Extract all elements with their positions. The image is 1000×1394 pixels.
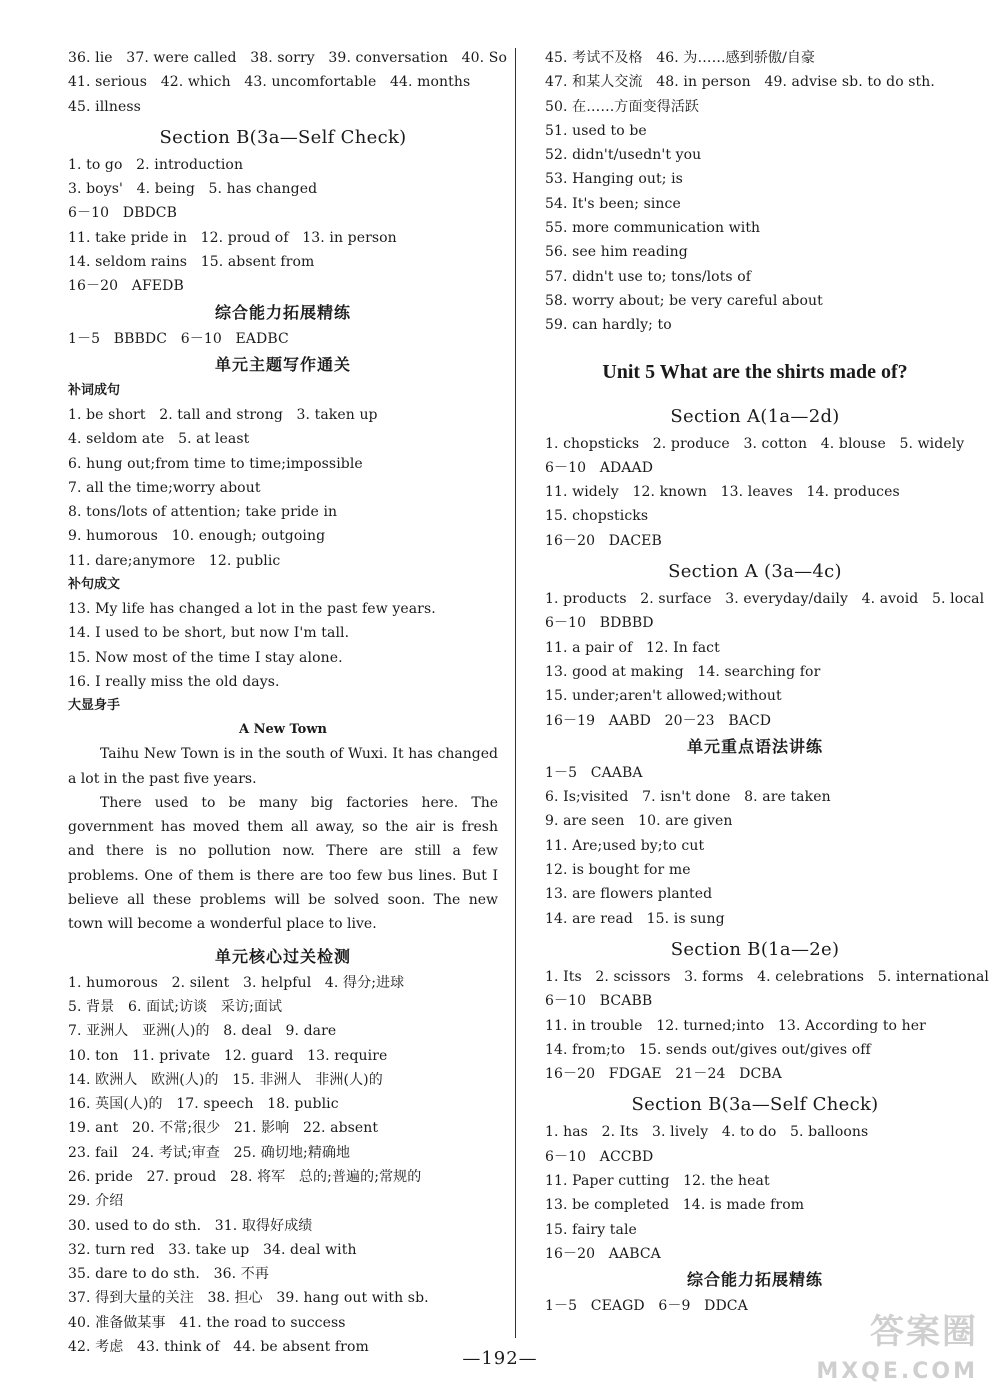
answer-line: 51. used to be (545, 122, 647, 139)
left-column (68, 46, 507, 1359)
answer-line: 23. fail 24. 考试;审查 25. 确切地;精确地 (68, 1144, 351, 1161)
section-heading: 单元主题写作通关 (214, 354, 351, 374)
answer-line: 35. dare to do sth. 36. 不再 (68, 1266, 269, 1283)
answer-line: 1－5 BBBDC 6－10 EADBC (68, 330, 289, 347)
answer-line: 16－20 AABCA (545, 1245, 661, 1262)
answer-line: 12. is bought for me (545, 862, 691, 879)
answer-line: 16－19 AABD 20－23 BACD (545, 712, 772, 729)
answer-line: 13. be completed 14. is made from (545, 1197, 805, 1214)
answer-line: 16－20 DACEB (545, 532, 662, 549)
answer-line: 1. to go 2. introduction (68, 156, 244, 173)
answer-line: 11. take pride in 12. proud of 13. in person (68, 229, 397, 246)
answer-line: 15. chopsticks (545, 508, 649, 525)
subsection-label: 补句成文 (68, 577, 121, 593)
answer-line: 1. be short 2. tall and strong 3. taken up (68, 406, 378, 423)
unit-title: Unit 5 What are the shirts made of? (602, 360, 908, 383)
answer-line: 30. used to do sth. 31. 取得好成绩 (68, 1217, 313, 1234)
answer-line: 15. Now most of the time I stay alone. (68, 649, 343, 666)
answer-line: 14. 欧洲人 欧洲(人)的 15. 非洲人 非洲(人)的 (68, 1071, 383, 1088)
answer-line: 4. seldom ate 5. at least (68, 431, 250, 448)
answer-line: 13. My life has changed a lot in the past few years. (68, 601, 436, 618)
answer-line: 45. illness (68, 98, 141, 115)
answer-line: 26. pride 27. proud 28. 将军 总的;普遍的;常规的 (68, 1168, 422, 1185)
answer-line: 45. 考试不及格 46. 为……感到骄傲/自豪 (545, 50, 816, 66)
answer-line: 11. dare;anymore 12. public (68, 552, 281, 569)
answer-line: 29. 介绍 (68, 1193, 124, 1210)
answer-line: 8. tons/lots of attention; take pride in (68, 504, 338, 521)
answer-line: 37. 得到大量的关注 38. 担心 39. hang out with sb. (68, 1290, 429, 1307)
section-heading: 综合能力拓展精练 (214, 302, 351, 322)
answer-line: 1－5 CAABA (545, 764, 643, 781)
column-divider (515, 48, 516, 1338)
answer-line: 50. 在……方面变得活跃 (545, 98, 700, 115)
answer-line: 11. in trouble 12. turned;into 13. According to her (545, 1017, 926, 1034)
answer-line: 3. boys' 4. being 5. has changed (68, 181, 318, 198)
answer-line: 9. are seen 10. are given (545, 813, 733, 830)
answer-line: 5. 背景 6. 面试;访谈 采访;面试 (68, 998, 283, 1015)
section-heading: 单元重点语法讲练 (686, 736, 823, 756)
answer-line: 10. ton 11. private 12. guard 13. require (68, 1047, 388, 1064)
answer-line: 56. see him reading (545, 244, 688, 261)
answer-line: 11. Paper cutting 12. the heat (545, 1172, 770, 1189)
answer-line: 16. I really miss the old days. (68, 673, 280, 690)
answer-line: 14. I used to be short, but now I'm tall. (68, 625, 350, 642)
page-number: —192— (462, 1348, 538, 1369)
subsection-label: 补词成句 (68, 382, 121, 398)
answer-line: 42. 考虑 43. think of 44. be absent from (68, 1339, 369, 1356)
answer-line: 1. humorous 2. silent 3. helpful 4. 得分;进球 (68, 974, 405, 991)
subsection-label: 大显身手 (68, 698, 121, 714)
section-heading: Section B(3a—Self Check) (159, 126, 407, 148)
answer-line: 36. lie 37. were called 38. sorry 39. conversation 40. So (68, 50, 507, 66)
watermark-domain: MXQE.COM (816, 1359, 978, 1384)
answer-line: 1. has 2. Its 3. lively 4. to do 5. balloons (545, 1124, 869, 1141)
section-heading: Section A(1a—2d) (670, 405, 840, 427)
answer-line: 16. 英国(人)的 17. speech 18. public (68, 1096, 339, 1113)
watermark-text: 答案圈 (870, 1312, 978, 1352)
watermark-logo (796, 1304, 986, 1384)
section-heading: 综合能力拓展精练 (686, 1270, 823, 1290)
answer-line: 16－20 FDGAE 21－24 DCBA (545, 1066, 782, 1083)
answer-line: 9. humorous 10. enough; outgoing (68, 528, 326, 545)
answer-line: 6－10 DBDCB (68, 205, 178, 222)
answer-line: 7. 亚洲人 亚洲(人)的 8. deal 9. dare (68, 1023, 337, 1040)
answer-line: 40. 准备做某事 41. the road to success (68, 1314, 346, 1331)
answer-line: 11. widely 12. known 13. leaves 14. produces (545, 484, 900, 501)
answer-line: 32. turn red 33. take up 34. deal with (68, 1241, 357, 1258)
answer-line: 1. products 2. surface 3. everyday/daily 4. avoid 5. local (545, 591, 985, 608)
answer-line: 53. Hanging out; is (545, 171, 683, 188)
answer-line: 55. more communication with (545, 220, 761, 237)
answer-line: 11. a pair of 12. In fact (545, 639, 720, 656)
answer-line: 59. can hardly; to (545, 317, 672, 334)
answer-line: 13. good at making 14. searching for (545, 663, 821, 680)
answer-line: 15. fairy tale (545, 1221, 637, 1238)
answer-line: 13. are flowers planted (545, 886, 713, 903)
answer-line: 57. didn't use to; tons/lots of (545, 268, 752, 285)
answer-line: 15. under;aren't allowed;without (545, 688, 782, 705)
right-column (545, 46, 989, 1318)
answer-line: 54. It's been; since (545, 195, 681, 212)
answer-line: 41. serious 42. which 43. uncomfortable 44. months (68, 74, 471, 91)
answer-line: 14. are read 15. is sung (545, 910, 725, 927)
answer-line: 1－5 CEAGD 6－9 DDCA (545, 1298, 748, 1315)
essay-paragraph: There used to be many big factories here. The government has moved them all away, so the air is fresh and there is no pollution now. There are still a few problems. One of them is there are too few bus lines. But I believe all these problems will be solved soon. The new town will become a wonderful place to live. (68, 794, 498, 933)
answer-line: 1. Its 2. scissors 3. forms 4. celebrations 5. international (545, 968, 989, 985)
answer-line: 14. from;to 15. sends out/gives out/gives off (545, 1041, 871, 1058)
essay-title: A New Town (239, 722, 327, 738)
answer-line: 1. chopsticks 2. produce 3. cotton 4. blouse 5. widely (545, 435, 965, 452)
answer-line: 6－10 ADAAD (545, 459, 654, 476)
answer-line: 6－10 BDBBD (545, 615, 654, 632)
section-heading: Section B(1a—2e) (670, 938, 840, 960)
answer-line: 47. 和某人交流 48. in person 49. advise sb. to do sth. (545, 74, 935, 91)
answer-line: 6. Is;visited 7. isn't done 8. are taken (545, 789, 831, 806)
answer-line: 6. hung out;from time to time;impossible (68, 455, 363, 472)
answer-line: 7. all the time;worry about (68, 479, 261, 496)
answer-line: 6－10 BCABB (545, 993, 653, 1010)
answer-line: 58. worry about; be very careful about (545, 292, 823, 309)
answer-line: 52. didn't/usedn't you (545, 147, 702, 164)
answer-line: 14. seldom rains 15. absent from (68, 254, 315, 271)
essay-paragraph: Taihu New Town is in the south of Wuxi. It has changed a lot in the past five years. (68, 746, 498, 787)
answer-line: 11. Are;used by;to cut (545, 837, 705, 854)
section-heading: Section B(3a—Self Check) (631, 1094, 879, 1116)
section-heading: 单元核心过关检测 (214, 946, 351, 966)
answer-line: 6－10 ACCBD (545, 1148, 654, 1165)
section-heading: Section A (3a—4c) (668, 561, 842, 583)
answer-line: 19. ant 20. 不常;很少 21. 影响 22. absent (68, 1120, 379, 1137)
answer-line: 16－20 AFEDB (68, 278, 184, 295)
